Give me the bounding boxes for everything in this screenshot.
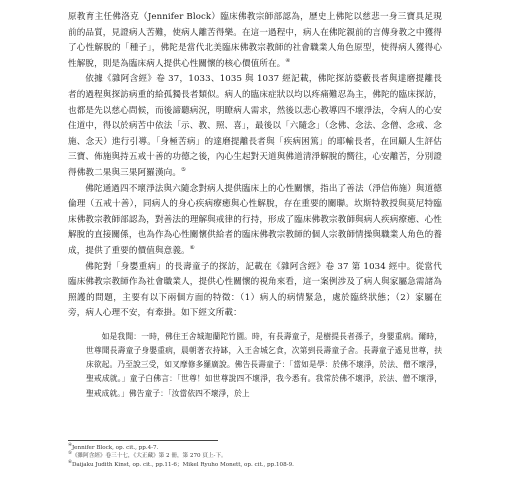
footnote-2 (68, 452, 442, 460)
body-paragraph-3 (68, 182, 442, 260)
sutra-quotation (68, 330, 442, 401)
footnote-ref: ⑤ (181, 167, 187, 174)
footnote-ref: ⑥ (189, 245, 195, 252)
footnote-text: Jennifer Block, op. cit., pp.4-7. (71, 445, 159, 451)
footnote-divider (68, 440, 218, 441)
paragraph-text: 佛陀通過四不壞淨法與六隨念對病人提供臨床上的心性關懷，指出了善法（淨信佈施）與道德倫理（五戒十善），同病人的身心疾病療癒與心性解脫，存在重要的關聯。坎斯特教授與莫尼特臨床佛教宗教師部認為，對善法的理解與戒律的行持，形成了臨床佛教宗教師與病人疾病療癒、心性解脫的直接關係，也為作為心性關懷供給者的臨床佛教宗教師的個人宗教師情操與職業人角色的養成，提供了重要的價值與意義。 (68, 183, 442, 256)
body-paragraph-2 (68, 72, 442, 181)
quotation-text: 如是我聞：一時，佛住王舍城迦蘭陀竹園。時，有長壽童子，是樹提長者孫子，身嬰重病。爾時，世尊聞長壽童子身嬰重病，晨朝著衣持缽，入王舍城乞食，次第到長壽童子舍。長壽童子遙見世尊，扶床欲起。乃至說三受，如叉摩修多羅廣說。佛告長壽童子：「當如是學：於佛不壞淨，於法、僧不壞淨，聖戒成就。」童子白佛言：「世尊！如世尊說四不壞淨，我今悉有。我常於佛不壞淨，於法、僧不壞淨，聖戒成就。」佛告童子：「汝當依四不壞淨，於上 (86, 331, 442, 398)
footnote-text: 《雜阿含經》卷三十七，《大正藏》第 2 冊，第 270 頁上-下。 (71, 453, 227, 460)
paragraph-text: 依據《雜阿含經》卷 37，1033、1035 與 1037 經記載，佛陀探訪婆藪長者與達磨提離長者的過程與探訪病重的給孤獨長者類似。病人的臨床症狀以均以疼痛難忍為主，佛陀的臨床探訪，也都是先以慈心問候，而後諦聽病況，明瞭病人需求，然後以悲心教導四不壞淨法，令病人的心安住道中，得以於病苦中依法「示、教、照、喜」，最後以「六隨念」（念佛、念法、念僧、念戒、念施、念天）進行引導。「身極苦病」的達磨提離長者與「疾病困篤」的耶輸長者，在回顧人生評估三寶、佈施與持五戒十善的功德之後，內心生起對天道與佛道清淨解脫的嚮往，心安離苦，分別證得佛教二果與三果阿羅漢向。 (68, 74, 442, 178)
body-paragraph-4 (68, 260, 442, 322)
footnote-3 (68, 461, 442, 469)
paragraph-text: 佛陀對「身嬰重病」的長壽童子的探訪，記載在《雜阿含經》卷 37 第 1034 經中。從當代臨床佛教宗教師作為社會職業人，提供心性關懷的視角來看，這一案例涉及了病人與家屬急需諸為照護的問題，主要有以下兩個方面的特徵：（1）病人的病情緊急，處於臨終狀態；（2）家屬在旁，病人心理不安，有牽掛。如下經文所載： (68, 261, 442, 319)
footnote-1 (68, 444, 442, 452)
document-body (68, 10, 442, 401)
footnotes (68, 440, 442, 469)
footnote-mark: ⑤ (68, 451, 72, 457)
footnote-ref: ④ (285, 57, 291, 64)
paragraph-text: 原教育主任佛洛克（Jennifer Block）臨床佛教宗師部認為，歷史上佛陀以慈悲一身三寶具足現前的品質，見證病人苦難，使病人離苦得樂。在這一過程中，病人在佛陀親前的言傳身教之中獲得了心性解脫的「種子」，佛陀是當代北美臨床佛教宗教師的社會職業人角色原型，使得病人獲得心性解脫，則是為臨床病人提供心性關懷的核心價值所在。 (68, 12, 442, 69)
footnote-mark: ⑥ (68, 459, 72, 465)
footnote-mark: ④ (68, 443, 72, 449)
body-paragraph-1 (68, 10, 442, 72)
footnote-text: Daijaku Judith Kinst, op. cit., pp.11-6；Mikel Ryuho Monett, op. cit., pp.108-9. (71, 461, 294, 468)
